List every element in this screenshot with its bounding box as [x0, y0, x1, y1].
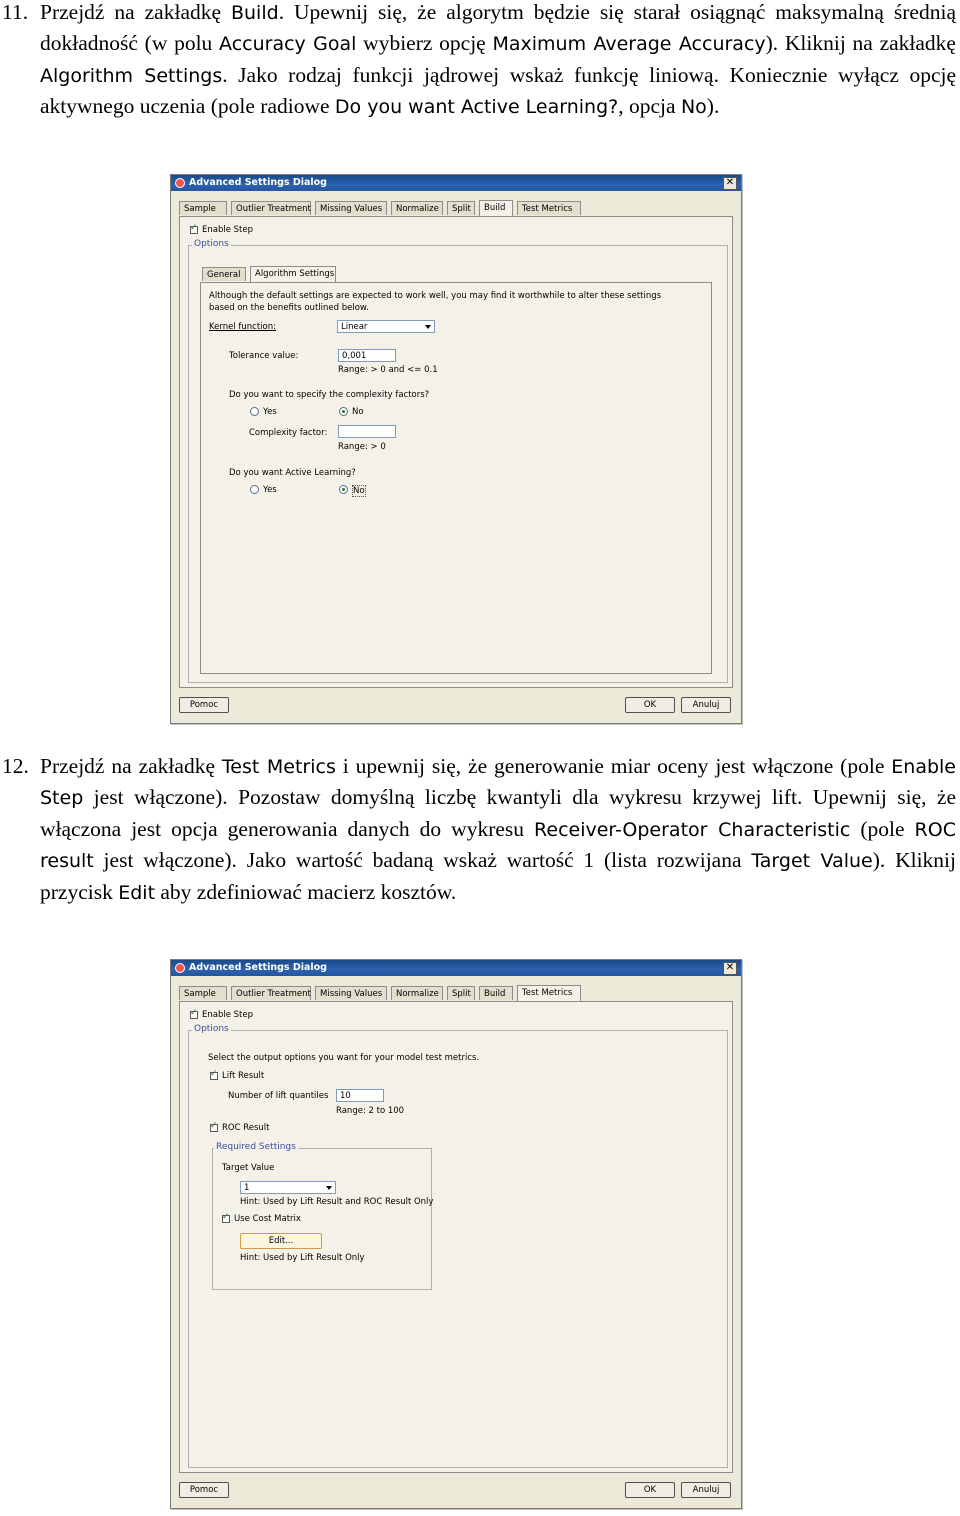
- complexity-factor-input[interactable]: [338, 425, 396, 438]
- tab-missing-values[interactable]: Missing Values: [315, 201, 387, 215]
- edit-cost-matrix-button[interactable]: Edit...: [240, 1233, 322, 1249]
- active-learning-yes-radio[interactable]: [250, 485, 259, 494]
- tab-test-metrics[interactable]: Test Metrics: [517, 201, 581, 215]
- title-bar: [171, 960, 741, 976]
- lift-result-label: Lift Result: [222, 1071, 265, 1081]
- app-icon: [175, 963, 185, 973]
- close-icon[interactable]: ✕: [723, 962, 737, 975]
- complexity-range: Range: > 0: [338, 442, 386, 452]
- quantiles-label: Number of lift quantiles: [228, 1091, 329, 1101]
- help-button[interactable]: Pomoc: [179, 1482, 229, 1498]
- advanced-settings-dialog-test-metrics: [170, 959, 742, 1509]
- tab-panel: [179, 216, 733, 688]
- kernel-function-select[interactable]: Linear: [337, 320, 435, 333]
- tab-missing-values[interactable]: Missing Values: [315, 986, 387, 1000]
- quantiles-input[interactable]: 10: [336, 1089, 384, 1102]
- metrics-intro: Select the output options you want for your model test metrics.: [208, 1053, 480, 1063]
- active-learning-no-label: No: [353, 486, 365, 496]
- quantiles-range: Range: 2 to 100: [336, 1106, 405, 1116]
- ok-button[interactable]: OK: [625, 1482, 675, 1498]
- active-learning-yes-label: Yes: [263, 485, 277, 495]
- tab-sample[interactable]: Sample: [179, 201, 227, 215]
- step-number: 11.: [2, 0, 29, 24]
- algorithm-settings-panel: [200, 282, 712, 674]
- chevron-down-icon: [326, 1186, 332, 1190]
- dialog-title: Advanced Settings Dialog: [189, 962, 327, 973]
- tab-split[interactable]: Split: [447, 986, 475, 1000]
- options-title: Options: [194, 1024, 229, 1034]
- enable-step-checkbox[interactable]: [190, 226, 198, 234]
- use-cost-matrix-label: Use Cost Matrix: [234, 1214, 301, 1224]
- tab-panel: [179, 1001, 733, 1473]
- tab-normalize[interactable]: Normalize: [391, 201, 443, 215]
- step-11-paragraph: 11. Przejdź na zakładkę Build. Upewnij się, że algorytm będzie się starał osiągnąć maksymalną średnią dokładność (w polu Accuracy Goal wybierz opcję Maximum Average Accuracy). Kliknij na zakładkę Algorithm Settings. Jako rodzaj funkcji jądrowej wskaż funkcję liniową. Koniecznie wyłącz opcję aktywnego uczenia (pole radiowe Do you want Active Learning?, opcja No).: [40, 0, 956, 123]
- subtab-general[interactable]: General: [202, 267, 246, 281]
- cancel-button[interactable]: Anuluj: [681, 1482, 731, 1498]
- step-12-paragraph: 12. Przejdź na zakładkę Test Metrics i upewnij się, że generowanie miar oceny jest włączone (pole Enable Step jest włączone). Pozostaw domyślną liczbę kwantyli dla wykresu krzywej lift. Upewnij się, że włączona jest opcja generowania danych do wykresu Receiver-Operator Characteristic (pole ROC result jest włączone). Jako wartość badaną wskaż wartość 1 (lista rozwijana Target Value). Kliknij przycisk Edit aby zdefiniować macierz kosztów.: [40, 751, 956, 908]
- advanced-settings-dialog-build: [170, 174, 742, 724]
- app-icon: [175, 178, 185, 188]
- tab-split[interactable]: Split: [447, 201, 475, 215]
- enable-step-label: Enable Step: [202, 1010, 254, 1020]
- help-button[interactable]: Pomoc: [179, 697, 229, 713]
- title-bar: [171, 175, 741, 191]
- enable-step-label: Enable Step: [202, 225, 254, 235]
- tab-outlier-treatment[interactable]: Outlier Treatment: [231, 201, 311, 215]
- roc-result-checkbox[interactable]: [210, 1124, 218, 1132]
- target-value-label: Target Value: [222, 1163, 275, 1173]
- dialog-title: Advanced Settings Dialog: [189, 177, 327, 188]
- intro-text: Although the default settings are expected to work well, you may find it worthwhile to alter these settings based on the benefits outlined below.: [209, 291, 662, 313]
- complexity-factor-label: Complexity factor:: [249, 428, 328, 438]
- tolerance-label: Tolerance value:: [229, 351, 299, 361]
- cancel-button[interactable]: Anuluj: [681, 697, 731, 713]
- ok-button[interactable]: OK: [625, 697, 675, 713]
- active-learning-question: Do you want Active Learning?: [229, 468, 356, 478]
- step-number: 12.: [2, 754, 29, 778]
- tab-outlier-treatment[interactable]: Outlier Treatment: [231, 986, 311, 1000]
- close-icon[interactable]: ✕: [723, 177, 737, 190]
- tab-normalize[interactable]: Normalize: [391, 986, 443, 1000]
- chevron-down-icon: [425, 325, 431, 329]
- tolerance-range: Range: > 0 and <= 0.1: [338, 365, 438, 375]
- tab-sample[interactable]: Sample: [179, 986, 227, 1000]
- required-settings-title: Required Settings: [216, 1142, 296, 1152]
- tolerance-input[interactable]: 0,001: [338, 349, 396, 362]
- target-value-select[interactable]: 1: [240, 1181, 336, 1194]
- tab-build[interactable]: Build: [479, 986, 513, 1000]
- edit-hint: Hint: Used by Lift Result Only: [240, 1253, 365, 1263]
- tab-build[interactable]: Build: [479, 200, 513, 216]
- use-cost-matrix-checkbox[interactable]: [222, 1215, 230, 1223]
- target-value-hint: Hint: Used by Lift Result and ROC Result Only: [240, 1197, 434, 1207]
- complexity-no-radio[interactable]: [339, 407, 348, 416]
- options-title: Options: [194, 239, 229, 249]
- subtab-algorithm-settings[interactable]: Algorithm Settings: [250, 266, 336, 282]
- complexity-yes-label: Yes: [263, 407, 277, 417]
- tab-test-metrics[interactable]: Test Metrics: [517, 985, 581, 1001]
- lift-result-checkbox[interactable]: [210, 1072, 218, 1080]
- kernel-function-label: Kernel function:: [209, 322, 276, 332]
- complexity-question: Do you want to specify the complexity factors?: [229, 390, 430, 400]
- complexity-yes-radio[interactable]: [250, 407, 259, 416]
- roc-result-label: ROC Result: [222, 1123, 270, 1133]
- complexity-no-label: No: [352, 407, 364, 417]
- enable-step-checkbox[interactable]: [190, 1011, 198, 1019]
- active-learning-no-radio[interactable]: [339, 485, 348, 494]
